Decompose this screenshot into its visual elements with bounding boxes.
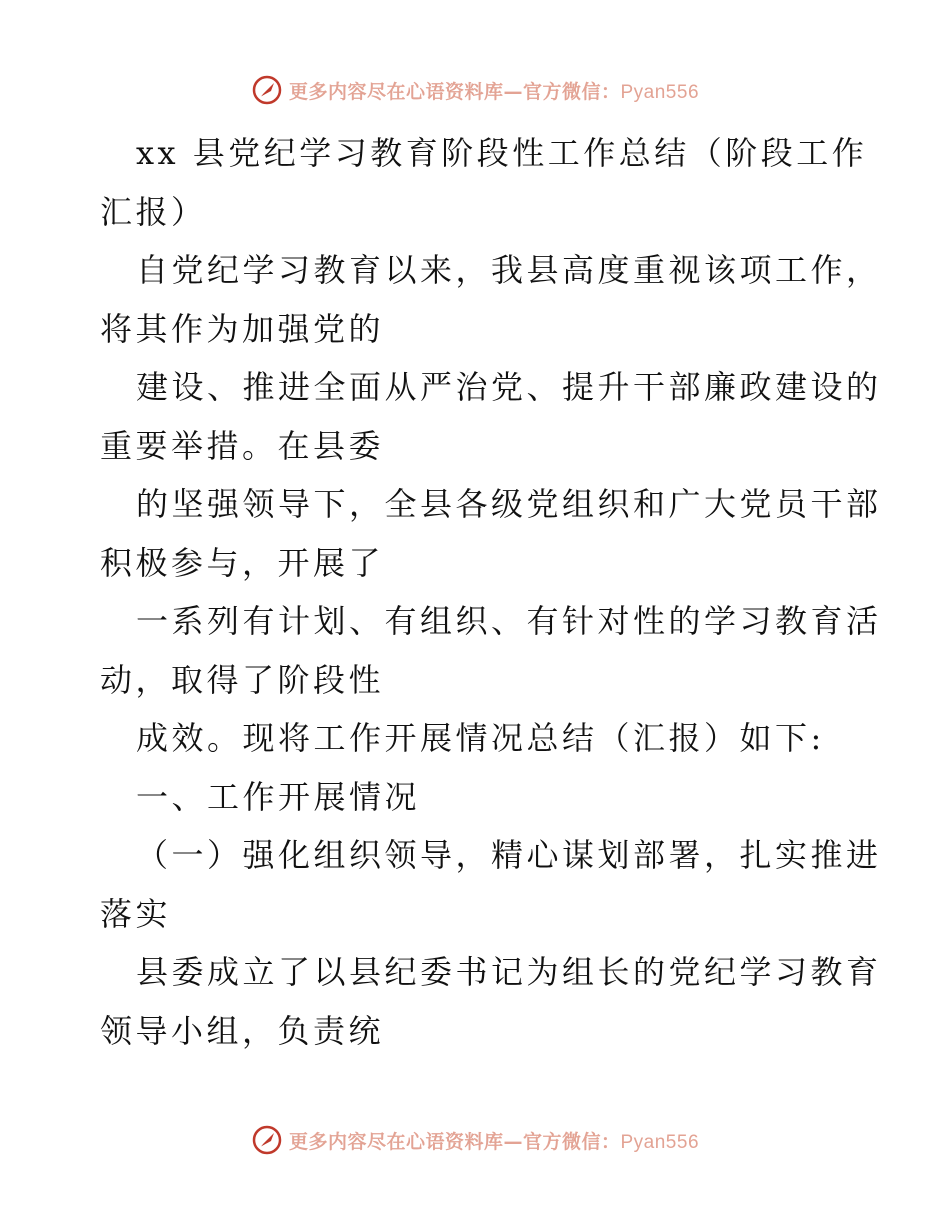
watermark-text: 更多内容尽在心语资料库—官方微信：Pyan556	[288, 80, 700, 103]
document-body	[100, 124, 882, 1060]
paragraph-line: 成效。现将工作开展情况总结（汇报）如下:	[136, 719, 825, 757]
paragraph-line: 动，取得了阶段性	[100, 660, 385, 699]
paragraph-line: 一系列有计划、有组织、有针对性的学习教育活	[136, 602, 882, 640]
header-watermark-banner	[0, 70, 950, 110]
watermark-wechat-id: Pyan556	[620, 81, 700, 103]
paragraph-line: 积极参与，开展了	[100, 543, 385, 582]
feather-pen-logo-icon	[251, 1124, 283, 1156]
paragraph-line: 将其作为加强党的	[100, 309, 385, 348]
document-title-line: xx 县党纪学习教育阶段性工作总结（阶段工作	[136, 134, 868, 172]
paragraph-line: 的坚强领导下，全县各级党组织和广大党员干部	[136, 485, 882, 523]
paragraph-line: 自党纪学习教育以来，我县高度重视该项工作，	[136, 251, 882, 289]
document-title-line: 汇报）	[100, 192, 207, 231]
paragraph-line: 建设、推进全面从严治党、提升干部廉政建设的	[136, 368, 882, 406]
watermark-wechat-id: Pyan556	[620, 1131, 700, 1153]
feather-pen-logo-icon	[251, 74, 283, 106]
paragraph-line: 落实	[100, 894, 172, 933]
watermark-text: 更多内容尽在心语资料库—官方微信：Pyan556	[288, 1130, 700, 1153]
paragraph-line: 一、工作开展情况	[136, 777, 421, 816]
footer-watermark-banner	[0, 1120, 950, 1160]
paragraph-line: 县委成立了以县纪委书记为组长的党纪学习教育	[136, 953, 882, 991]
paragraph-line: 领导小组，负责统	[100, 1011, 385, 1050]
paragraph-line: （一）强化组织领导，精心谋划部署，扎实推进	[136, 836, 882, 874]
paragraph-line: 重要举措。在县委	[100, 426, 385, 465]
